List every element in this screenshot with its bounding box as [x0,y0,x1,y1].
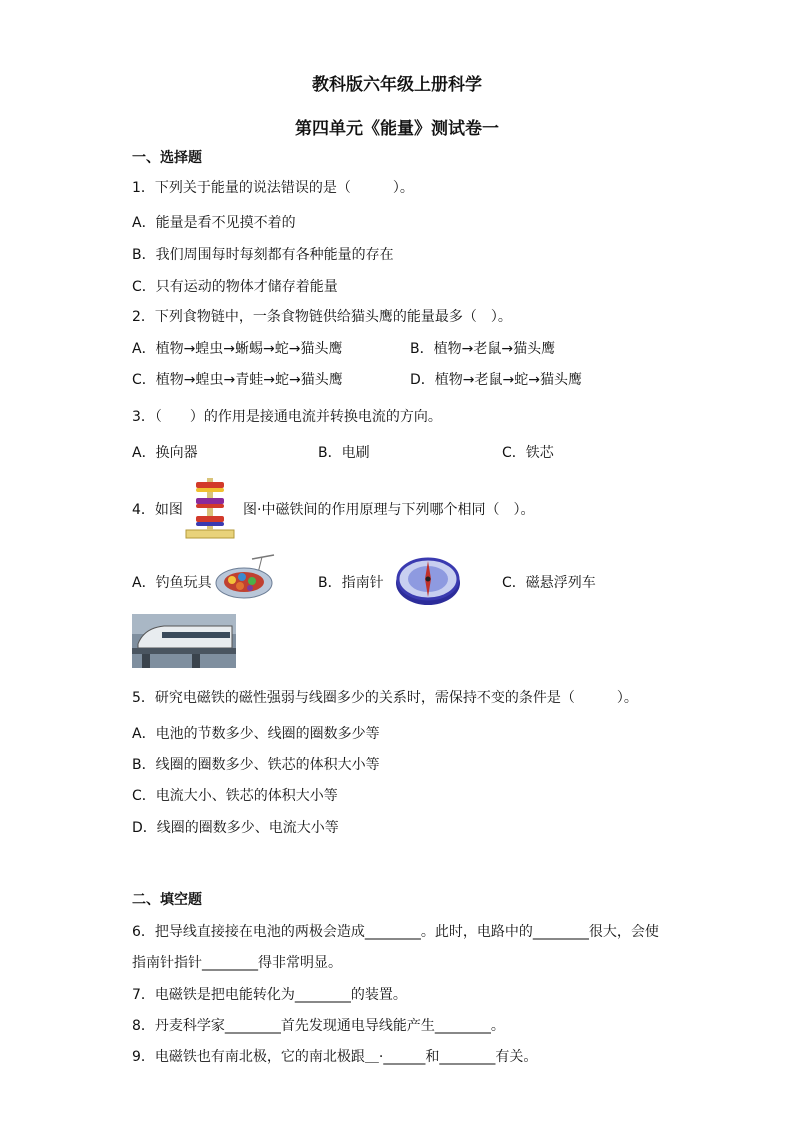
question-1: 1．下列关于能量的说法错误的是（ ）。 [132,180,414,196]
q5-option-a: A．电池的节数多少、线圈的圈数多少等 [132,726,380,742]
page-title: 教科版六年级上册科学 [312,75,482,95]
q2-option-b: B．植物→老鼠→猫头鹰 [410,341,556,357]
question-4-suffix: 图·中磁铁间的作用原理与下列哪个相同（ ）。 [243,502,535,518]
q5-option-d: D．线圈的圈数多少、电流大小等 [132,820,339,836]
question-9: 9．电磁铁也有南北极，它的南北极跟＿·______和________有关。 [132,1049,538,1065]
question-4-prefix: 4．如图 [132,502,183,518]
maglev-train-icon [132,614,236,668]
q2-option-a: A．植物→蝗虫→蜥蜴→蛇→猫头鹰 [132,341,343,357]
question-5: 5．研究电磁铁的磁性强弱与线圈多少的关系时，需保持不变的条件是（ ）。 [132,690,638,706]
question-8: 8．丹麦科学家________首先发现通电导线能产生________。 [132,1018,505,1034]
q4-option-c: C．磁悬浮列车 [502,575,596,591]
q4-option-b: B．指南针 [318,575,384,591]
q1-option-c: C．只有运动的物体才储存着能量 [132,279,338,295]
stacked-ring-magnets-icon [180,474,240,540]
section-heading-choice: 一、选择题 [132,150,202,166]
compass-icon [394,551,462,607]
page-subtitle: 第四单元《能量》测试卷一 [295,119,499,139]
question-6-line2: 指南针指针________得非常明显。 [132,955,342,971]
q3-option-b: B．电刷 [318,445,370,461]
q4-option-a: A．钓鱼玩具 [132,575,212,591]
q3-option-c: C．铁芯 [502,445,554,461]
question-6-line1: 6．把导线直接接在电池的两极会造成________。此时，电路中的________很大，会使 [132,924,659,940]
section-heading-fill: 二、填空题 [132,892,202,908]
fishing-toy-icon [212,553,276,603]
q1-option-b: B．我们周围每时每刻都有各种能量的存在 [132,247,394,263]
q2-option-d: D．植物→老鼠→蛇→猫头鹰 [410,372,582,388]
question-3: 3．（ ）的作用是接通电流并转换电流的方向。 [132,409,442,425]
q5-option-b: B．线圈的圈数多少、铁芯的体积大小等 [132,757,380,773]
q5-option-c: C．电流大小、铁芯的体积大小等 [132,788,338,804]
q3-option-a: A．换向器 [132,445,198,461]
question-2: 2．下列食物链中，一条食物链供给猫头鹰的能量最多（ ）。 [132,309,512,325]
question-7: 7．电磁铁是把电能转化为________的装置。 [132,987,407,1003]
q1-option-a: A．能量是看不见摸不着的 [132,215,296,231]
q2-option-c: C．植物→蝗虫→青蛙→蛇→猫头鹰 [132,372,343,388]
